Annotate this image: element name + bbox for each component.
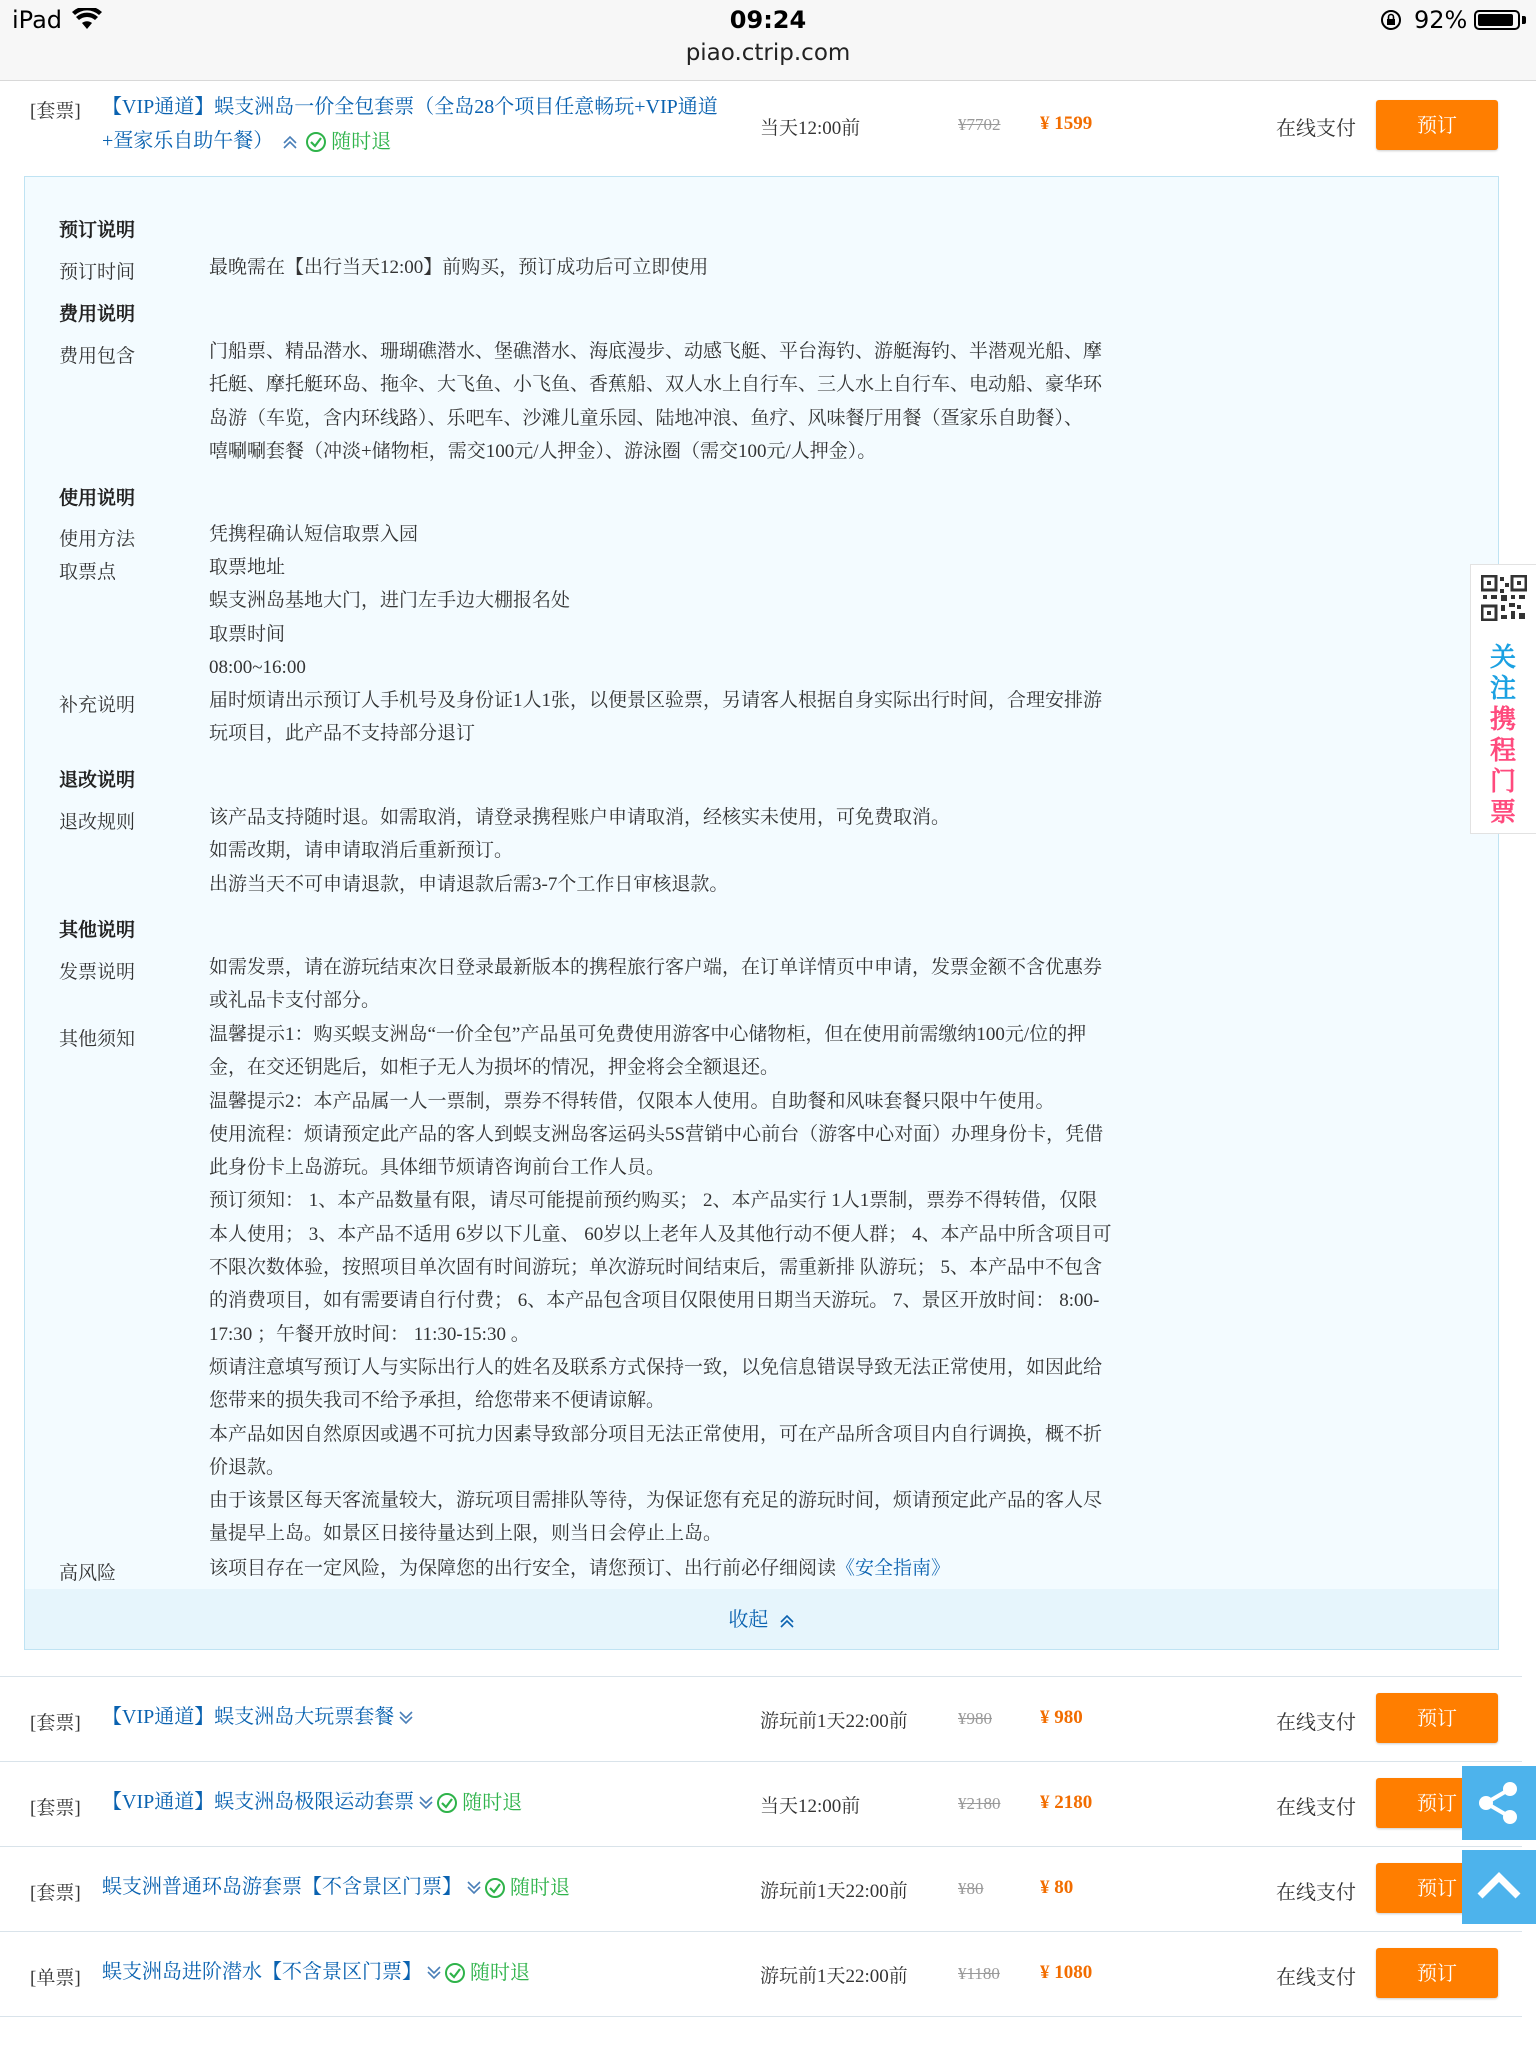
- sale-price: ¥ 1080: [1040, 1962, 1093, 1983]
- original-price: ¥80: [958, 1879, 984, 1898]
- text-line: 嘻唰唰套餐（冲淡+储物柜，需交100元/人押金）、游泳圈（需交100元/人押金）。: [209, 440, 877, 462]
- product-name[interactable]: [102, 1785, 522, 1820]
- booking-deadline: 游玩前1天22:00前: [760, 1711, 908, 1732]
- follow-char[interactable]: 门: [1489, 767, 1516, 797]
- payment-method: 在线支付: [1276, 1710, 1356, 1734]
- refund-badge: [305, 125, 391, 159]
- follow-text[interactable]: [1471, 643, 1535, 829]
- status-bar: [0, 0, 1536, 81]
- follow-char[interactable]: 程: [1489, 736, 1516, 766]
- section-refund: 退改说明: [59, 769, 136, 791]
- text-line: 您带来的损失我司不给予承担，给您带来不便请谅解。: [209, 1390, 666, 1412]
- booking-deadline: 游玩前1天22:00前: [760, 1966, 908, 1987]
- section-other: 其他说明: [59, 919, 136, 941]
- text-line: 量提早上岛。如景区日接待量达到上限，则当日会停止上岛。: [209, 1523, 723, 1545]
- label-supplement: 补充说明: [59, 694, 136, 716]
- book-button[interactable]: 预订: [1376, 100, 1498, 150]
- product-row: [0, 1932, 1522, 2017]
- back-to-top-icon[interactable]: [1476, 1864, 1522, 1910]
- collapse-label[interactable]: 收起: [728, 1607, 769, 1631]
- supplement-text: [209, 684, 1179, 751]
- label-invoice: 发票说明: [59, 961, 136, 983]
- back-to-top-button[interactable]: [1462, 1850, 1536, 1924]
- label-fee-includes: 费用包含: [59, 345, 136, 367]
- refund-badge: [444, 1956, 530, 1990]
- product-tag: [套票]: [30, 1798, 81, 1819]
- orientation-lock-icon: [1380, 9, 1402, 31]
- follow-char[interactable]: 携: [1489, 705, 1516, 735]
- booking-time-text: 最晚需在【出行当天12:00】前购买，预订成功后可立即使用: [209, 257, 709, 278]
- text-line: 岛游（车览，含内环线路）、乐吧车、沙滩儿童乐园、陆地冲浪、鱼疗、风味餐厅用餐（疍家乐自助餐）、: [209, 407, 1084, 429]
- safety-guide-link[interactable]: 《安全指南》: [836, 1558, 951, 1579]
- check-circle-icon: [484, 1877, 506, 1899]
- usage-method-text: 凭携程确认短信取票入园: [209, 524, 419, 545]
- qr-code-icon[interactable]: [1481, 575, 1527, 621]
- product-name-line2[interactable]: +疍家乐自助午餐）: [102, 130, 274, 152]
- refund-label: 随时退: [470, 1962, 530, 1985]
- device-name: iPad: [12, 6, 63, 34]
- text-line: 蜈支洲岛基地大门，进门左手边大棚报名处: [209, 590, 571, 612]
- chevron-down-icon[interactable]: [418, 1795, 434, 1811]
- product-detail-panel: [24, 176, 1499, 1650]
- text-line: 该产品支持随时退。如需取消，请登录携程账户申请取消，经核实未使用，可免费取消。: [209, 807, 951, 828]
- product-name[interactable]: [102, 1700, 414, 1734]
- refund-badge: [436, 1786, 522, 1820]
- product-name[interactable]: [102, 1870, 570, 1905]
- product-name[interactable]: [102, 1955, 530, 1990]
- battery-percent: 92%: [1414, 6, 1468, 34]
- follow-char[interactable]: 票: [1489, 798, 1516, 828]
- label-refund-rules: 退改规则: [59, 811, 136, 833]
- chevron-up-icon[interactable]: [779, 1613, 795, 1629]
- chevron-down-icon[interactable]: [426, 1965, 442, 1981]
- text-line: 出游当天不可申请退款，申请退款后需3-7个工作日审核退款。: [209, 873, 729, 895]
- follow-char[interactable]: 关: [1489, 643, 1516, 673]
- address-bar[interactable]: piao.ctrip.com: [685, 40, 851, 66]
- product-name-text[interactable]: 【VIP通道】蜈支洲岛大玩票套餐: [102, 1706, 395, 1728]
- booking-deadline: 游玩前1天22:00前: [760, 1881, 908, 1902]
- battery-cap: [1522, 16, 1526, 24]
- text-line: 08:00~16:00: [209, 656, 306, 678]
- product-row: [0, 1677, 1522, 1762]
- section-fee: 费用说明: [59, 303, 136, 325]
- text-line: 使用流程：烦请预定此产品的客人到蜈支洲岛客运码头5S营销中心前台（游客中心对面）办理身份卡，凭借: [209, 1123, 1104, 1145]
- text-line: 取票时间: [209, 623, 286, 645]
- label-other-notes: 其他须知: [59, 1028, 136, 1050]
- text-line: 或礼品卡支付部分。: [209, 990, 381, 1012]
- share-button[interactable]: [1462, 1766, 1536, 1840]
- product-tag: [套票]: [30, 101, 81, 122]
- text-line: 价退款。: [209, 1456, 286, 1478]
- check-circle-icon: [305, 131, 327, 153]
- text-line: 温馨提示1：购买蜈支洲岛“一价全包”产品虽可免费使用游客中心储物柜，但在使用前需缴纳100元/位的押: [209, 1024, 1087, 1045]
- product-name-text[interactable]: 蜈支洲岛进阶潜水【不含景区门票】: [102, 1961, 422, 1983]
- other-notes-text: [209, 1018, 1179, 1551]
- check-circle-icon: [444, 1962, 466, 1984]
- payment-method: 在线支付: [1276, 1795, 1356, 1819]
- label-ticket-point: 取票点: [59, 561, 117, 583]
- refund-label: 随时退: [462, 1792, 523, 1815]
- high-risk-line: 该项目存在一定风险，为保障您的出行安全，请您预订、出行前必仔细阅读: [209, 1558, 837, 1579]
- text-line: 温馨提示2：本产品属一人一票制，票券不得转借，仅限本人使用。自助餐和风味套餐只限中午使用。: [209, 1090, 1055, 1112]
- refund-label: 随时退: [331, 131, 392, 154]
- book-button[interactable]: 预订: [1376, 1863, 1498, 1913]
- high-risk-text: [209, 1552, 1179, 1585]
- booking-deadline: 当天12:00前: [760, 1796, 861, 1817]
- text-line: 预订须知： 1、本产品数量有限，请尽可能提前预约购买； 2、本产品实行 1人1票制，票券不得转借，仅限: [209, 1190, 1098, 1212]
- product-row: [0, 1847, 1522, 1932]
- text-line: 本产品如因自然原因或遇不可抗力因素导致部分项目无法正常使用，可在产品所含项目内自行调换，概不折: [209, 1423, 1103, 1445]
- refund-badge: [484, 1871, 570, 1905]
- section-booking: 预订说明: [59, 219, 136, 241]
- product-tag: [套票]: [30, 1883, 81, 1904]
- chevron-down-icon[interactable]: [466, 1880, 482, 1896]
- chevron-down-icon[interactable]: [398, 1710, 414, 1726]
- sale-price: ¥ 2180: [1040, 1792, 1093, 1813]
- product-tag: [套票]: [30, 1713, 81, 1734]
- original-price: ¥1180: [958, 1964, 1000, 1983]
- book-button[interactable]: 预订: [1376, 1693, 1498, 1743]
- refund-label: 随时退: [510, 1877, 570, 1900]
- product-name-text[interactable]: 【VIP通道】蜈支洲岛极限运动套票: [102, 1791, 415, 1813]
- collapse-button[interactable]: [25, 1589, 1498, 1649]
- product-name-line1[interactable]: 【VIP通道】蜈支洲岛一价全包套票（全岛28个项目任意畅玩+VIP通道: [102, 96, 718, 118]
- original-price: ¥980: [958, 1709, 992, 1728]
- product-name-text[interactable]: 蜈支洲普通环岛游套票【不含景区门票】: [102, 1876, 462, 1898]
- clock: 09:24: [729, 6, 807, 34]
- text-line: 烦请注意填写预订人与实际出行人的姓名及联系方式保持一致，以免信息错误导致无法正常使用，如因此给: [209, 1356, 1103, 1378]
- chevron-up-icon[interactable]: [282, 134, 298, 150]
- product-row: [0, 1762, 1522, 1847]
- fee-includes-text: [209, 335, 1179, 468]
- refund-rules-text: [209, 801, 1179, 901]
- payment-method: 在线支付: [1276, 1965, 1356, 1989]
- text-line: 的消费项目，如有需要请自行付费； 6、本产品包含项目仅限使用日期当天游玩。 7、景区开放时间： 8:00-: [209, 1290, 1100, 1312]
- text-line: 玩项目，此产品不支持部分退订: [209, 723, 476, 745]
- original-price: ¥7702: [958, 115, 1001, 134]
- original-price: ¥2180: [958, 1794, 1001, 1813]
- share-icon[interactable]: [1476, 1780, 1522, 1826]
- section-usage: 使用说明: [59, 487, 136, 509]
- label-usage-method: 使用方法: [59, 528, 136, 550]
- text-line: 届时烦请出示预订人手机号及身份证1人1张，以便景区验票，另请客人根据自身实际出行时间，合理安排游: [209, 690, 1103, 711]
- text-line: 本人使用； 3、本产品不适用 6岁以下儿童、 60岁以上老年人及其他行动不便人群； 4、本产品中所含项目可: [209, 1223, 1112, 1245]
- product-name[interactable]: [102, 90, 718, 159]
- check-circle-icon: [436, 1792, 458, 1814]
- text-line: 如需发票，请在游玩结束次日登录最新版本的携程旅行客户端，在订单详情页中申请，发票金额不含优惠券: [209, 957, 1103, 978]
- battery-icon: [1474, 10, 1520, 30]
- text-line: 17:30 ；午餐开放时间： 11:30-15:30 。: [209, 1323, 530, 1345]
- text-line: 此身份卡上岛游玩。具体细节烦请咨询前台工作人员。: [209, 1157, 666, 1179]
- text-line: 由于该景区每天客流量较大，游玩项目需排队等待，为保证您有充足的游玩时间，烦请预定此产品的客人尽: [209, 1490, 1103, 1512]
- text-line: 不限次数体验，按照项目单次固有时间游玩；单次游玩时间结束后，需重新排 队游玩； 5、本产品中不包含: [209, 1257, 1103, 1279]
- text-line: 门船票、精品潜水、珊瑚礁潜水、堡礁潜水、海底漫步、动感飞艇、平台海钓、游艇海钓、半潜观光船、摩: [209, 341, 1103, 362]
- invoice-text: [209, 951, 1179, 1018]
- text-line: 取票地址: [209, 557, 286, 578]
- book-button[interactable]: 预订: [1376, 1948, 1498, 1998]
- sale-price: ¥ 980: [1040, 1707, 1083, 1728]
- sale-price: ¥ 1599: [1040, 113, 1093, 134]
- text-line: 如需改期，请申请取消后重新预订。: [209, 840, 514, 862]
- follow-char[interactable]: 注: [1489, 674, 1516, 704]
- sale-price: ¥ 80: [1040, 1877, 1074, 1898]
- label-booking-time: 预订时间: [59, 261, 136, 283]
- product-tag: [单票]: [30, 1968, 81, 1989]
- payment-method: 在线支付: [1276, 1880, 1356, 1904]
- text-line: 金，在交还钥匙后，如柜子无人为损坏的情况，押金将会全额退还。: [209, 1057, 780, 1079]
- follow-ctrip-widget[interactable]: [1470, 564, 1536, 834]
- booking-deadline: 当天12:00前: [760, 118, 861, 139]
- book-button[interactable]: 预订: [1376, 1778, 1498, 1828]
- label-high-risk: 高风险: [59, 1562, 117, 1584]
- product-row-expanded: [0, 80, 1522, 175]
- text-line: 托艇、摩托艇环岛、拖伞、大飞鱼、小飞鱼、香蕉船、双人水上自行车、三人水上自行车、电动船、豪华环: [209, 374, 1103, 396]
- ticket-point-text: [209, 551, 1179, 684]
- payment-method: 在线支付: [1276, 116, 1356, 140]
